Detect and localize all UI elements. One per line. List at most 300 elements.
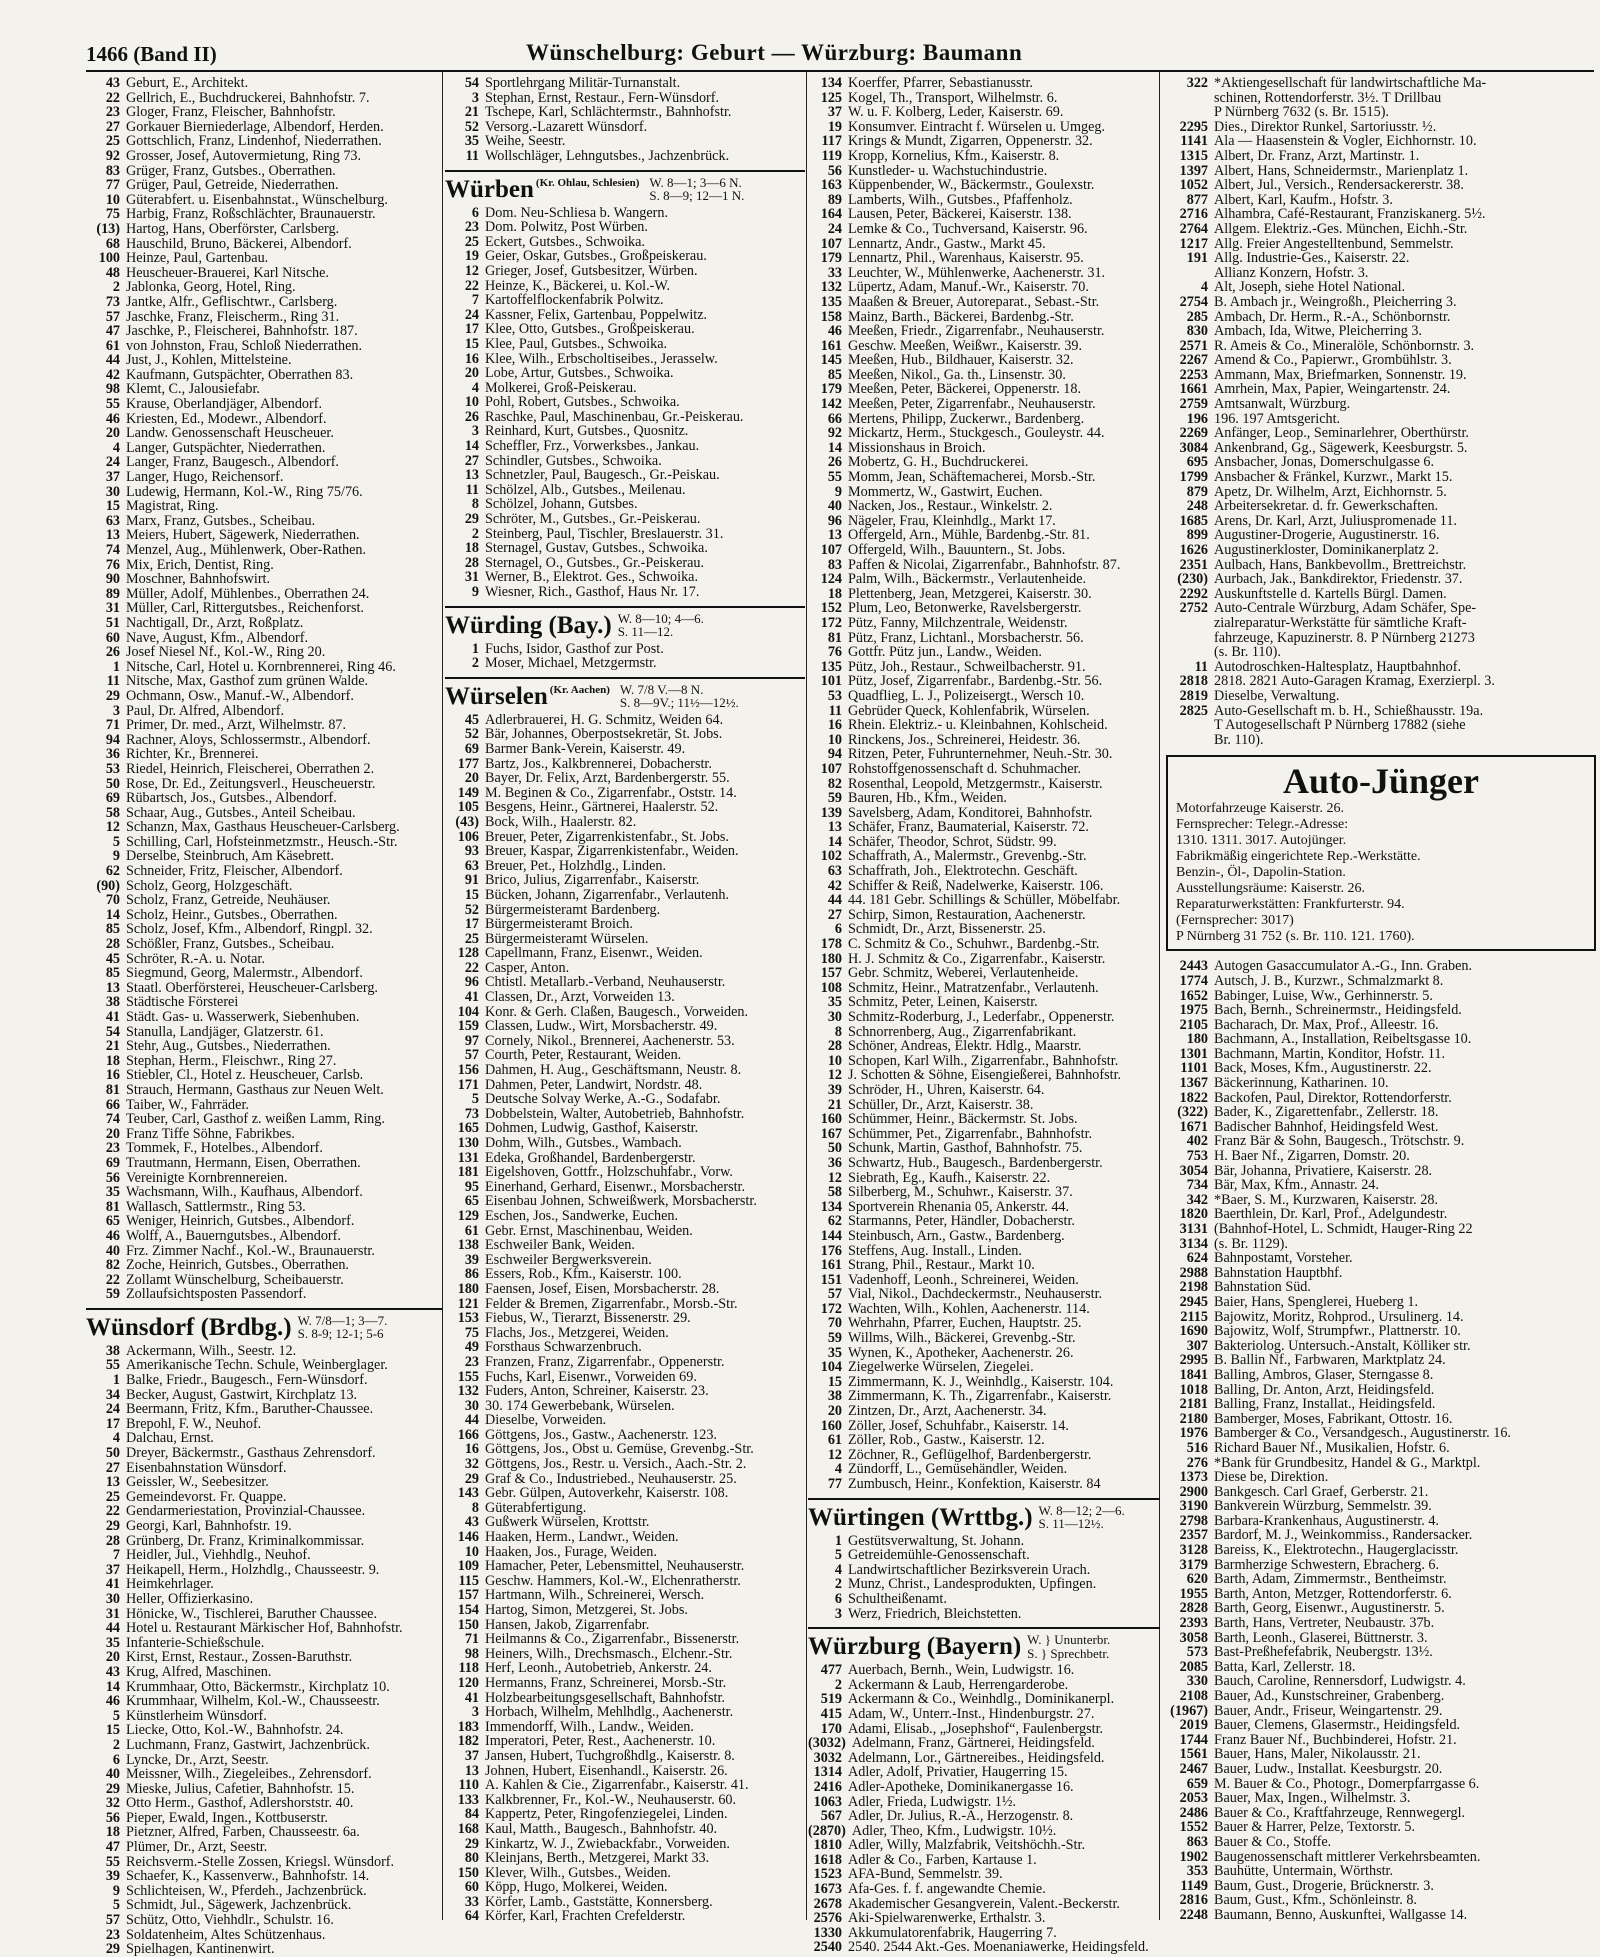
ad-line: Fabrikmäßig eingerichtete Rep.-Werkstätte. xyxy=(1176,849,1421,865)
phone-number: 108 xyxy=(820,979,842,996)
directory-entry xyxy=(445,656,805,671)
entry-text: Schmitz-Roderburg, J., Lederfabr., Oppenerstr. xyxy=(848,1009,1115,1025)
entry-text: Kriesten, Ed., Modewr., Albendorf. xyxy=(126,410,327,427)
directory-entry xyxy=(808,1141,1160,1156)
directory-entry xyxy=(808,222,1160,237)
phone-number: 85 xyxy=(827,366,842,383)
directory-entry xyxy=(1162,76,1600,91)
phone-number: 2443 xyxy=(1179,958,1208,975)
entry-text: Zollamt Wünschelburg, Scheibauerstr. xyxy=(126,1271,344,1288)
directory-entry xyxy=(1162,1733,1600,1748)
entry-text: Bajowitz, Wolf, Strumpfwr., Plattnerstr. 10. xyxy=(1214,1323,1461,1340)
entry-text: Kappertz, Peter, Ringofenziegelei, Linden. xyxy=(485,1806,728,1823)
entry-text: Back, Moses, Kfm., Augustinerstr. 22. xyxy=(1214,1060,1432,1077)
entry-text: zialreparatur-Werkstätte für sämtliche Kraft- xyxy=(1214,614,1467,631)
directory-entry xyxy=(445,1005,805,1020)
phone-number: 69 xyxy=(105,790,120,807)
entry-text: Barbara-Krankenhaus, Augustinerstr. 4. xyxy=(1214,1512,1439,1529)
directory-entry xyxy=(86,280,442,295)
directory-entry xyxy=(808,1171,1160,1186)
entry-text: Pütz, Franz, Lichtanl., Morsbacherstr. 56. xyxy=(848,629,1084,646)
directory-entry xyxy=(86,572,442,587)
entry-text: Moser, Michael, Metzgermstr. xyxy=(485,655,657,672)
phone-number: 26 xyxy=(105,644,120,661)
phone-number: 129 xyxy=(457,1207,479,1224)
directory-entry xyxy=(808,470,1160,485)
phone-number: 130 xyxy=(457,1135,479,1151)
phone-number: 171 xyxy=(457,1076,479,1093)
entry-text: Göttgens, Jos., Restr. u. Versich., Aach.-Str. 2. xyxy=(485,1456,747,1473)
directory-entry xyxy=(445,1355,805,1370)
phone-number: 29 xyxy=(105,1518,120,1534)
directory-entry xyxy=(1162,1091,1600,1106)
entry-text: Heikapell, Herm., Holzhdlg., Chausseestr. 9. xyxy=(126,1561,380,1578)
entry-text: AFA-Bund, Semmelstr. 39. xyxy=(848,1866,1003,1883)
directory-entry xyxy=(445,308,805,323)
phone-number: 66 xyxy=(827,410,842,427)
phone-number: (3032) xyxy=(808,1735,846,1752)
directory-entry xyxy=(1162,1149,1600,1164)
entry-text: schinen, Rottendorferstr. 3½. T Drillbau xyxy=(1214,89,1442,106)
phone-number: 2105 xyxy=(1179,1016,1208,1033)
phone-number: 163 xyxy=(820,177,842,194)
phone-number: 64 xyxy=(464,1908,479,1925)
directory-entry xyxy=(86,470,442,485)
entry-text: Amtsanwalt, Würzburg. xyxy=(1214,396,1351,413)
phone-number: 44 xyxy=(464,1412,479,1429)
phone-number: 95 xyxy=(464,1178,479,1195)
phone-number: 1820 xyxy=(1179,1206,1208,1223)
directory-entry xyxy=(86,1373,442,1388)
phone-number: 93 xyxy=(464,843,479,860)
directory-entry xyxy=(1162,1032,1600,1047)
phone-number: 33 xyxy=(464,1893,479,1910)
entry-text: Langer, Gutspächter, Niederrathen. xyxy=(126,439,326,456)
page-title: Wünschelburg: Geburt — Würzburg: Baumann xyxy=(526,40,1023,65)
directory-entry xyxy=(445,497,805,512)
entry-text: Schlichteisen, W., Pferdeh., Jachzenbrück. xyxy=(126,1882,367,1899)
phone-number: 41 xyxy=(105,1576,120,1593)
phone-number: 19 xyxy=(827,118,842,135)
directory-entry xyxy=(445,1034,805,1049)
directory-entry xyxy=(808,806,1160,821)
entry-text: Amrhein, Max, Papier, Weingartenstr. 24. xyxy=(1214,381,1451,398)
entry-text: Gebr. Ernst, Maschinenbau, Weiden. xyxy=(485,1222,693,1239)
directory-entry xyxy=(445,1880,805,1895)
entry-text: Grieger, Josef, Gutsbesitzer, Würben. xyxy=(485,262,698,279)
phone-number: 117 xyxy=(821,133,842,150)
phone-number: 92 xyxy=(105,147,120,164)
phone-number: 135 xyxy=(820,658,842,675)
directory-entry xyxy=(445,903,805,918)
directory-entry xyxy=(808,1722,1160,1737)
phone-number: 61 xyxy=(105,337,120,354)
phone-number: 30 xyxy=(105,1590,120,1607)
directory-entry xyxy=(445,439,805,454)
entry-text: Aulbach, Hans, Bankbevollm., Brettreichstr. xyxy=(1214,556,1467,573)
phone-number: 11 xyxy=(106,673,120,690)
directory-entry xyxy=(1162,974,1600,989)
phone-number: 145 xyxy=(820,352,842,369)
phone-number: 40 xyxy=(105,1242,120,1259)
entry-text: Willms, Wilh., Bäckerei, Grevenbg.-Str. xyxy=(848,1330,1076,1347)
phone-number: 877 xyxy=(1186,191,1208,208)
phone-number: 3 xyxy=(471,89,479,106)
entry-text: Flachs, Jos., Metzgerei, Weiden. xyxy=(485,1324,669,1341)
phone-number: 135 xyxy=(820,293,842,310)
directory-entry xyxy=(808,1244,1160,1259)
directory-entry xyxy=(1162,324,1600,339)
directory-entry xyxy=(445,1764,805,1779)
directory-entry xyxy=(808,645,1160,660)
phone-number: 1301 xyxy=(1179,1045,1208,1062)
entry-text: H. J. Schmitz & Co., Zigarrenfabr., Kaiserstr. xyxy=(848,950,1106,967)
entry-text: Jaschke, P., Fleischerei, Bahnhofstr. 187. xyxy=(126,323,358,340)
entry-text: Alt, Joseph, siehe Hotel National. xyxy=(1214,279,1406,296)
entry-text: Dreyer, Bäckermstr., Gasthaus Zehrensdorf. xyxy=(126,1445,376,1462)
directory-entry xyxy=(1162,426,1600,441)
entry-text: Vereinigte Kornbrennereien. xyxy=(126,1169,288,1186)
directory-entry xyxy=(808,791,1160,806)
phone-number: 69 xyxy=(105,1154,120,1171)
directory-entry xyxy=(86,1214,442,1229)
entry-text: Krause, Oberlandjäger, Albendorf. xyxy=(126,396,323,413)
phone-number: 118 xyxy=(458,1660,479,1677)
entry-text: Geschw. Hammers, Kol.-W., Elchenratherstr. xyxy=(485,1572,741,1589)
phone-number: 177 xyxy=(457,755,479,772)
phone-number: 1561 xyxy=(1179,1746,1208,1763)
phone-number: 18 xyxy=(464,540,479,557)
ad-line: 1310. 1311. 3017. Autojünger. xyxy=(1176,833,1347,849)
entry-text: Arbeitersekretar. d. fr. Gewerkschaften. xyxy=(1214,498,1439,515)
directory-entry xyxy=(1162,193,1600,208)
directory-entry xyxy=(445,1238,805,1253)
directory-entry xyxy=(445,1720,805,1735)
entry-text: Scholz, Josef, Kfm., Albendorf, Ringpl. 32. xyxy=(126,921,373,938)
entry-text: Silberberg, M., Schuhwr., Kaiserstr. 37. xyxy=(848,1184,1073,1201)
entry-text: Herf, Leonh., Autobetrieb, Ankerstr. 24. xyxy=(485,1660,712,1677)
entry-text: Lobe, Artur, Gutsbes., Schwoika. xyxy=(485,365,674,382)
directory-entry xyxy=(445,235,805,250)
phone-number: 2 xyxy=(834,1576,842,1593)
directory-entry xyxy=(445,1559,805,1574)
phone-number: 14 xyxy=(827,833,842,850)
phone-number: 55 xyxy=(827,469,842,486)
phone-number: 2085 xyxy=(1179,1658,1208,1675)
directory-entry xyxy=(445,1107,805,1122)
phone-number: 5 xyxy=(471,1091,479,1108)
phone-number: 1 xyxy=(834,1532,842,1549)
phone-number: 38 xyxy=(827,1388,842,1405)
entry-text: Schilling, Carl, Hofsteinmetzmstr., Heusch.-Str. xyxy=(126,833,398,850)
phone-number: 71 xyxy=(464,1631,479,1648)
entry-text: Jablonka, Georg, Hotel, Ring. xyxy=(126,279,296,296)
phone-number: 18 xyxy=(105,1052,120,1069)
entry-text: Rübartsch, Jos., Gutsbes., Albendorf. xyxy=(126,790,337,807)
directory-entry xyxy=(808,1068,1160,1083)
phone-number: 10 xyxy=(464,394,479,411)
phone-number: 16 xyxy=(105,1067,120,1084)
entry-text: Trautmann, Hermann, Eisen, Oberrathen. xyxy=(126,1154,361,1171)
entry-text: Schümmer, Heinr., Bäckermstr. St. Jobs. xyxy=(848,1111,1078,1128)
directory-entry xyxy=(808,528,1160,543)
phone-number: 128 xyxy=(457,945,479,962)
phone-number: 53 xyxy=(105,760,120,777)
directory-entry xyxy=(445,527,805,542)
entry-text: Adler, Dr. Julius, R.-A., Herzogenstr. 8. xyxy=(848,1808,1074,1825)
entry-text: Franz Bär & Sohn, Baugesch., Trötschstr. 9. xyxy=(1214,1133,1465,1150)
directory-entry xyxy=(1162,353,1600,368)
phone-number: 4 xyxy=(1200,279,1208,296)
entry-text: Hartog, Simon, Metzgerei, St. Jobs. xyxy=(485,1602,688,1618)
entry-text: Meeßen, Hub., Bildhauer, Kaiserstr. 32. xyxy=(848,352,1074,369)
entry-text: Bader, K., Zigarettenfabr., Zellerstr. 18. xyxy=(1214,1104,1439,1121)
directory-entry xyxy=(86,806,442,821)
phone-number: 40 xyxy=(105,1766,120,1783)
directory-entry xyxy=(445,337,805,352)
phone-number: 57 xyxy=(105,308,120,325)
directory-entry xyxy=(445,1661,805,1676)
entry-text: Mieske, Julius, Cafetier, Bahnhofstr. 15. xyxy=(126,1780,355,1797)
phone-number: 58 xyxy=(827,1184,842,1201)
phone-number: 76 xyxy=(105,556,120,573)
directory-entry xyxy=(445,1851,805,1866)
entry-text: Zöchner, R., Geflügelhof, Bardenbergerstr. xyxy=(848,1446,1092,1463)
entry-text: Bock, Wilh., Haalerstr. 82. xyxy=(485,813,637,830)
phone-number: 5 xyxy=(834,1547,842,1564)
directory-entry xyxy=(445,888,805,903)
entry-text: Adler-Apotheke, Dominikanergasse 16. xyxy=(848,1778,1074,1795)
directory-entry xyxy=(86,1680,442,1695)
directory-entry xyxy=(86,1825,442,1840)
entry-text: Sternagel, Gustav, Gutsbes., Schwoika. xyxy=(485,540,708,557)
phone-number: 2540 xyxy=(813,1939,842,1956)
phone-number xyxy=(1162,616,1214,631)
entry-text: Koerffer, Pfarrer, Sebastianusstr. xyxy=(848,75,1033,91)
phone-number: 2828 xyxy=(1179,1600,1208,1617)
entry-text: Langer, Franz, Baugesch., Albendorf. xyxy=(126,454,339,471)
phone-number: 134 xyxy=(820,75,842,91)
directory-entry xyxy=(445,366,805,381)
entry-text: Aurbach, Jak., Bankdirektor, Friedenstr. 37. xyxy=(1214,571,1463,588)
phone-number: 12 xyxy=(105,819,120,836)
directory-entry xyxy=(808,1316,1160,1331)
entry-text: Göttgens, Jos., Obst u. Gemüse, Grevenbg.-Str. xyxy=(485,1441,754,1458)
phone-number: 25 xyxy=(464,233,479,250)
directory-entry xyxy=(1162,266,1600,281)
entry-text: Gloger, Franz, Fleischer, Bahnhofstr. xyxy=(126,104,336,121)
directory-entry xyxy=(808,339,1160,354)
entry-text: P Nürnberg 7632 (s. Br. 1515). xyxy=(1214,104,1389,121)
phone-number: 7 xyxy=(471,292,479,309)
phone-number: 43 xyxy=(105,1663,120,1680)
entry-text: Reichsverm.-Stelle Zossen, Kriegsl. Wünsdorf. xyxy=(126,1853,395,1870)
directory-entry xyxy=(86,558,442,573)
directory-entry xyxy=(86,937,442,952)
phone-number: 31 xyxy=(464,569,479,586)
directory-entry xyxy=(445,1676,805,1691)
phone-number: 150 xyxy=(457,1864,479,1881)
entry-text: Mickartz, Herm., Stuckgesch., Gouleystr. 44. xyxy=(848,425,1105,442)
entry-text: Rhein. Elektriz.- u. Kleinbahnen, Kohlscheid. xyxy=(848,717,1108,734)
directory-entry xyxy=(445,512,805,527)
entry-text: Heuscheuer-Brauerei, Karl Nitsche. xyxy=(126,264,329,281)
directory-entry xyxy=(86,718,442,733)
entry-text: Josef Niesel Nf., Kol.-W., Ring 20. xyxy=(126,644,326,661)
phone-number: 10 xyxy=(105,191,120,208)
entry-text: Bachmann, Martin, Konditor, Hofstr. 11. xyxy=(1214,1045,1445,1062)
directory-entry xyxy=(86,1723,442,1738)
entry-text: Gottfr. Pütz jun., Landw., Weiden. xyxy=(848,644,1042,661)
phone-number: 2180 xyxy=(1179,1410,1208,1427)
directory-entry xyxy=(808,1010,1160,1025)
phone-number: 2019 xyxy=(1179,1717,1208,1734)
entry-text: Albert, Hans, Schneidermstr., Marienplatz 1. xyxy=(1214,162,1469,179)
entry-text: Hansen, Jakob, Zigarrenfabr. xyxy=(485,1616,650,1633)
entry-text: Zündorff, L., Gemüsehändler, Weiden. xyxy=(848,1461,1068,1478)
phone-number: 1690 xyxy=(1179,1323,1208,1340)
phone-number: 2576 xyxy=(813,1910,842,1927)
entry-text: Schultheißenamt. xyxy=(848,1590,947,1607)
directory-entry xyxy=(86,791,442,806)
entry-text: Stiebler, Cl., Hotel z. Heuscheuer, Carlsb. xyxy=(126,1067,364,1084)
directory-entry xyxy=(445,1837,805,1852)
directory-entry xyxy=(445,1618,805,1633)
entry-text: Schirp, Simon, Restauration, Aachenerstr. xyxy=(848,906,1086,923)
entry-text: B. Ballin Nf., Farbwaren, Marktplatz 24. xyxy=(1214,1352,1446,1369)
phone-number: 9 xyxy=(471,584,479,600)
entry-text: Faensen, Josef, Eisen, Morsbacherstr. 28. xyxy=(485,1280,720,1297)
phone-number: 2716 xyxy=(1179,206,1208,223)
entry-text: Plettenberg, Jean, Metzgerei, Kaiserstr. 30. xyxy=(848,585,1092,602)
directory-entry xyxy=(86,1855,442,1870)
phone-number: 2988 xyxy=(1179,1264,1208,1281)
phone-number: 27 xyxy=(827,906,842,923)
entry-text: Br. 110). xyxy=(1214,731,1264,748)
entry-text: Schindler, Gutsbes., Schwoika. xyxy=(485,452,662,469)
phone-number: 57 xyxy=(464,1047,479,1064)
phone-number: 4 xyxy=(834,1561,842,1578)
entry-text: Kaul, Matth., Baugesch., Bahnhofstr. 40. xyxy=(485,1820,718,1837)
ad-line: Fernsprecher: Telegr.-Adresse: xyxy=(1176,817,1349,833)
entry-text: Schäfer, Theodor, Schrot, Südstr. 99. xyxy=(848,833,1057,850)
directory-entry xyxy=(1162,543,1600,558)
directory-entry xyxy=(445,1647,805,1662)
phone-number: 44 xyxy=(827,892,842,909)
entry-text: Zöller, Rob., Gastw., Kaiserstr. 12. xyxy=(848,1432,1045,1449)
directory-entry xyxy=(1162,1835,1600,1850)
entry-text: Akkumulatorenfabrik, Haugerring 7. xyxy=(848,1924,1057,1941)
entry-text: Raschke, Paul, Maschinenbau, Gr.-Peiskerau. xyxy=(485,408,744,425)
entry-text: Fiebus, W., Tierarzt, Bissenerstr. 29. xyxy=(485,1310,691,1327)
directory-entry xyxy=(445,322,805,337)
phone-number: 83 xyxy=(827,556,842,573)
phone-number xyxy=(1162,105,1214,120)
phone-number: 63 xyxy=(105,512,120,529)
phone-number: 57 xyxy=(827,1286,842,1303)
entry-text: Missionshaus in Broich. xyxy=(848,439,986,456)
directory-entry xyxy=(86,1054,442,1069)
entry-text: H. Baer Nf., Zigarren, Domstr. 20. xyxy=(1214,1148,1410,1165)
directory-entry xyxy=(808,105,1160,120)
entry-text: Cornely, Nikol., Brennerei, Aachenerstr. 53. xyxy=(485,1032,735,1049)
town-heading xyxy=(445,677,805,713)
directory-entry xyxy=(1162,1426,1600,1441)
entry-text: Hauschild, Bruno, Bäckerei, Albendorf. xyxy=(126,235,352,252)
directory-entry xyxy=(808,1185,1160,1200)
directory-entry xyxy=(86,178,442,193)
directory-entry xyxy=(1162,616,1600,631)
directory-entry xyxy=(808,631,1160,646)
entry-text: Göttgens, Jos., Gastw., Aachenerstr. 123. xyxy=(485,1426,717,1443)
phone-number: 4 xyxy=(112,439,120,456)
directory-entry xyxy=(1162,1207,1600,1222)
entry-text: Bauer & Harrer, Pelze, Textorstr. 5. xyxy=(1214,1819,1416,1836)
phone-number: 1149 xyxy=(1180,1877,1208,1894)
directory-entry xyxy=(445,1486,805,1501)
directory-entry xyxy=(86,353,442,368)
directory-entry xyxy=(808,660,1160,675)
entry-text: Anfänger, Leop., Seminarlehrer, Oberthürstr. xyxy=(1214,425,1469,442)
entry-text: Bär, Max, Kfm., Annastr. 24. xyxy=(1214,1177,1379,1194)
entry-text: Dom. Neu-Schliesa b. Wangern. xyxy=(485,204,668,221)
entry-text: Müller, Adolf, Mühlenbes., Oberrathen 24. xyxy=(126,585,370,602)
entry-text: Zumbusch, Heinr., Konfektion, Kaiserstr. 84 xyxy=(848,1476,1101,1492)
phone-number: 107 xyxy=(820,235,842,252)
directory-entry xyxy=(1162,149,1600,164)
phone-number: 1018 xyxy=(1179,1381,1208,1398)
phone-number: 6 xyxy=(471,204,479,221)
entry-text: Krug, Alfred, Maschinen. xyxy=(126,1663,272,1680)
ad-line: P Nürnberg 31 752 (s. Br. 110. 121. 1760). xyxy=(1176,929,1415,945)
entry-text: Autogen Gasaccumulator A.-G., Inn. Graben. xyxy=(1214,958,1473,975)
phone-number: 695 xyxy=(1186,454,1208,471)
directory-entry xyxy=(445,76,805,91)
directory-entry xyxy=(86,1185,442,1200)
directory-entry xyxy=(808,1477,1160,1492)
directory-entry xyxy=(808,1302,1160,1317)
phone-number: 29 xyxy=(105,1941,120,1957)
phone-number: 1314 xyxy=(813,1764,842,1781)
phone-number: 1373 xyxy=(1179,1469,1208,1486)
entry-text: Bareiss, K., Elektrotechn., Haugerglacisstr. xyxy=(1214,1542,1459,1559)
phone-number: 2248 xyxy=(1179,1906,1208,1923)
entry-text: Balling, Dr. Anton, Arzt, Heidingsfeld. xyxy=(1214,1381,1435,1398)
phone-number: 9 xyxy=(112,848,120,865)
directory-entry xyxy=(86,514,442,529)
entry-text: Körfer, Karl, Frachten Crefelderstr. xyxy=(485,1908,686,1925)
entry-text: Bankgesch. Carl Graef, Gerberstr. 21. xyxy=(1214,1483,1429,1500)
entry-text: Autodroschken-Haltesplatz, Hauptbahnhof. xyxy=(1214,658,1462,675)
entry-text: Franzen, Franz, Zigarrenfabr., Oppenerstr. xyxy=(485,1353,725,1370)
directory-entry xyxy=(1162,164,1600,179)
phone-number: 77 xyxy=(105,177,120,194)
directory-entry xyxy=(808,1911,1160,1926)
phone-number: 415 xyxy=(820,1705,842,1722)
phone-number: 196 xyxy=(1186,410,1208,427)
phone-number: 22 xyxy=(464,277,479,294)
entry-text: Zintzen, Dr., Arzt, Aachenerstr. 34. xyxy=(848,1403,1047,1420)
entry-text: Rose, Dr. Ed., Zeitungsverl., Heuscheuerstr. xyxy=(126,775,376,792)
entry-text: Kartoffelflockenfabrik Polwitz. xyxy=(485,292,664,309)
phone-number: 53 xyxy=(827,687,842,704)
entry-text: Mix, Erich, Dentist, Ring. xyxy=(126,556,274,573)
town-heading xyxy=(445,170,805,206)
entry-text: Zimmermann, K. Th., Zigarrenfabr., Kaiserstr. xyxy=(848,1388,1112,1405)
phone-number: (1967) xyxy=(1170,1702,1208,1719)
entry-text: Bauer, Ad., Kunstschreiner, Grabenberg. xyxy=(1214,1688,1445,1704)
phone-number: 322 xyxy=(1186,75,1208,91)
